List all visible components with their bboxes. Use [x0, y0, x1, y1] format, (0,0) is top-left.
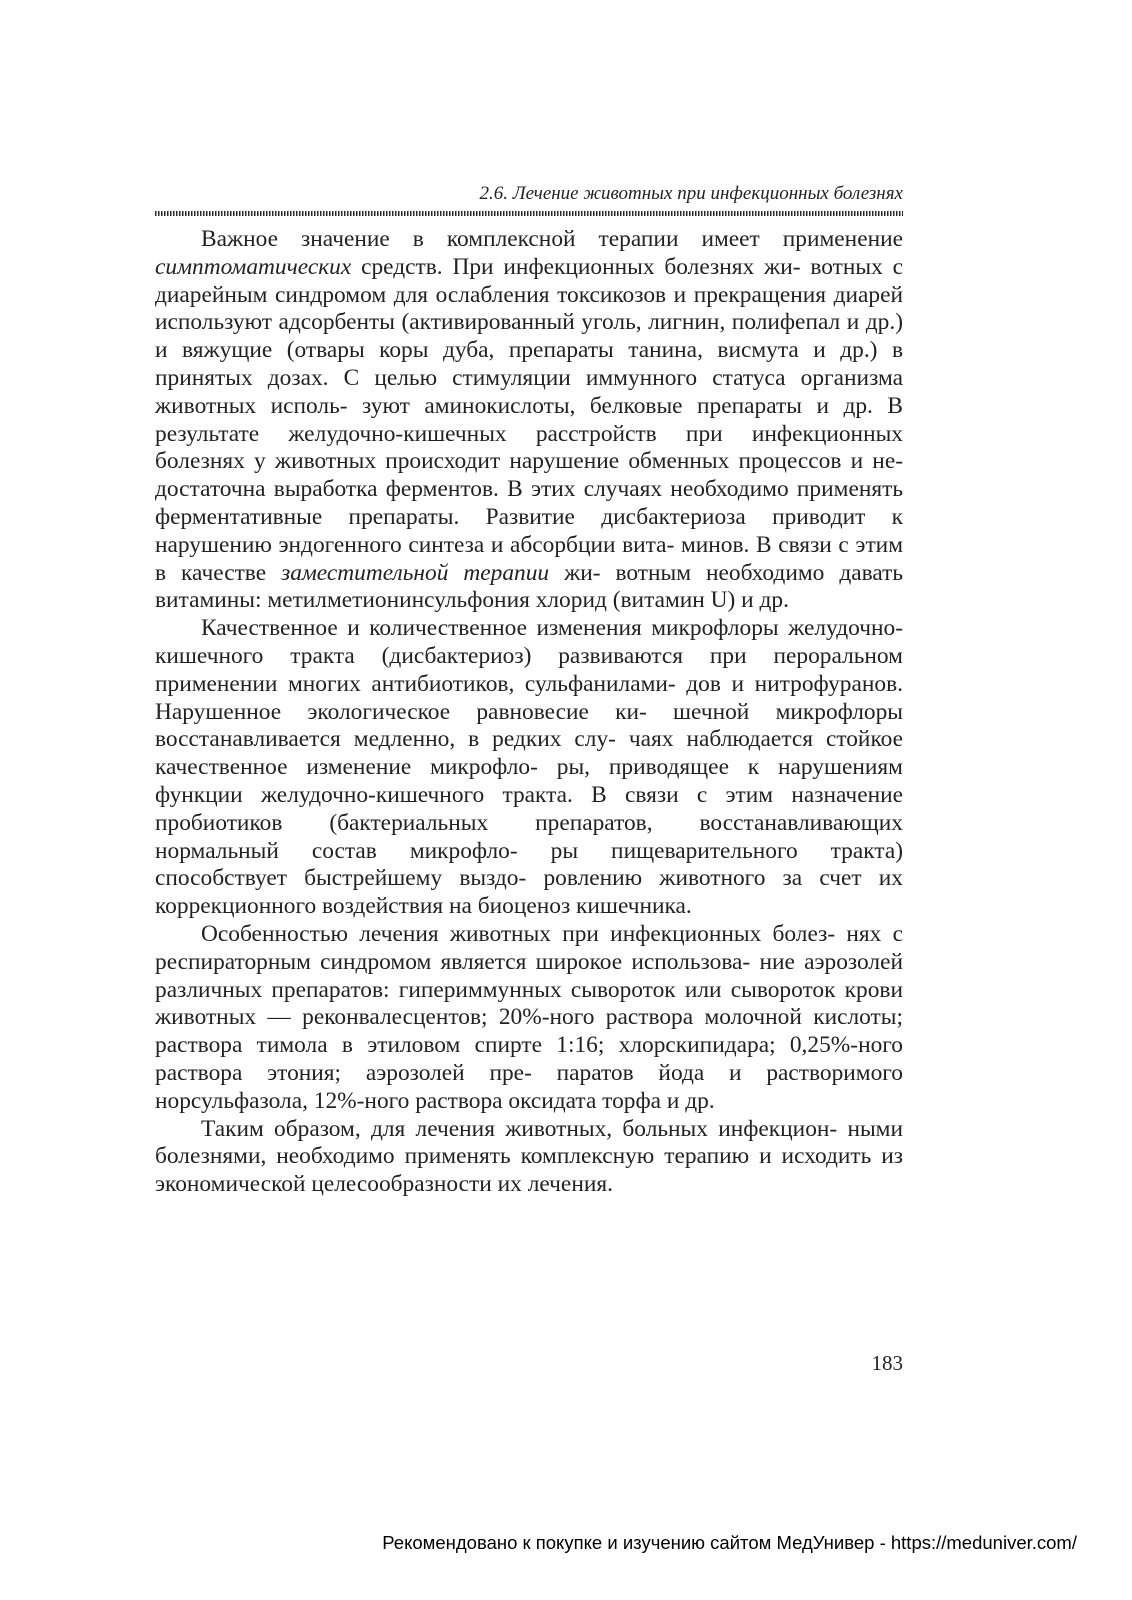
running-header: 2.6. Лечение животных при инфекционных болезнях [479, 183, 903, 204]
text-run: средств. При инфекционных болезнях жи- вотных с диарейным синдромом для ослабления токсикозов и прекращения диарей используют адсорбенты (активированный уголь, лигнин, полифепал и др.) и вяжущие (отвары коры дуба, препараты танина, висмута и др.) в принятых дозах. С целью стимуляции иммунного статуса организма животных исполь- зуют аминокислоты, белковые препараты и др. В результате желудочно-кишечных расстройств при инфекционных болезнях у животных происходит нарушение обменных процессов и не- достаточна выработка ферментов. В этих случаях необходимо применять ферментативные препараты. Развитие дисбактериоза приводит к нарушению эндогенного синтеза и абсорбции вита- минов. В связи с этим в качестве [155, 253, 903, 586]
footer-note: Рекомендовано к покупке и изучению сайтом МедУнивер - https://meduniver.com/ [382, 1532, 1077, 1553]
page-number: 183 [871, 1351, 903, 1375]
text-run: Качественное и количественное изменения микрофлоры желудочно-кишечного тракта (дисбактериоз) развиваются при пероральном применении многих антибиотиков, сульфанилами- дов и нитрофуранов. Нарушенное экологическое равновесие ки- шечной микрофлоры восстанавливается медленно, в редких слу- чаях наблюдается стойкое качественное изменение микрофло- ры, приводящее к нарушениям функции желудочно-кишечного тракта. В связи с этим назначение пробиотиков (бактериальных препаратов, восстанавливающих нормальный состав микрофло- ры пищеварительного тракта) способствует быстрейшему выздо- ровлению животного за счет их коррекционного воздействия на биоценоз кишечника. [155, 615, 903, 920]
paragraph [155, 615, 903, 921]
header-rule [155, 211, 903, 216]
text-run: жи- вотным необходимо давать витамины: метилметионинсульфония хлорид (витамин U) и др. [155, 559, 903, 614]
italic-term: заместительной терапии [281, 559, 550, 586]
italic-term: симптоматических [155, 253, 352, 280]
text-run: Особенностью лечения животных при инфекционных болез- нях с респираторным синдромом является широкое использова- ние аэрозолей различных препаратов: гипериммунных сывороток или сывороток крови животных — реконвалесцентов; 20%-ного раствора молочной кислоты; раствора тимола в этиловом спирте 1:16; хлорскипидара; 0,25%-ного раствора этония; аэрозолей пре- паратов йода и растворимого норсульфазола, 12%-ного раствора оксидата торфа и др. [155, 920, 903, 1114]
paragraph [155, 226, 903, 615]
paragraph [155, 921, 903, 1116]
paragraph [155, 1116, 903, 1199]
body-text [155, 226, 903, 1199]
text-run: Таким образом, для лечения животных, больных инфекцион- ными болезнями, необходимо применять комплексную терапию и исходить из экономической целесообразности их лечения. [155, 1115, 903, 1198]
text-run: Важное значение в комплексной терапии имеет применение [201, 226, 903, 252]
